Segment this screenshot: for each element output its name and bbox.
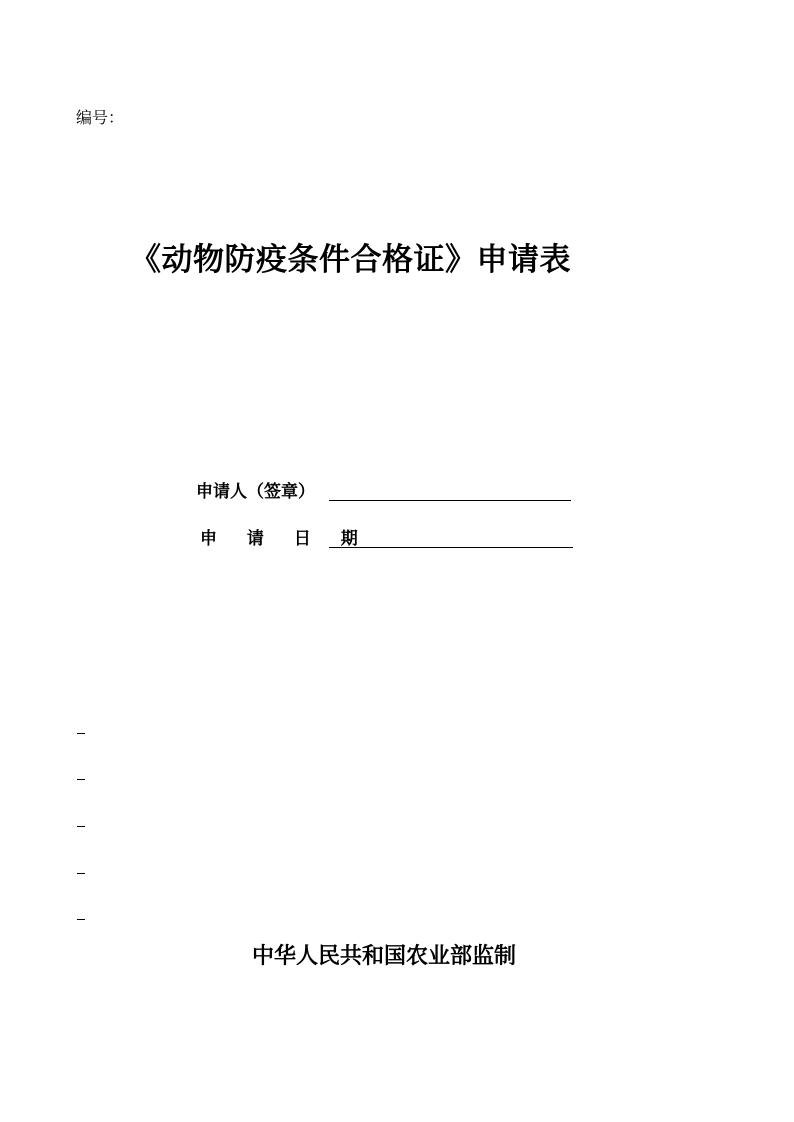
applicant-label: 申请人（签章）: [196, 482, 315, 502]
document-number-label: 编号：: [76, 108, 125, 127]
issuer-footer: 中华人民共和国农业部监制: [252, 944, 517, 969]
applicant-signature-line[interactable]: [329, 500, 571, 501]
application-date-line[interactable]: [329, 547, 573, 548]
margin-dash: [77, 826, 85, 827]
applicant-signature-field: [196, 480, 576, 506]
date-label: 申 请 日 期: [200, 529, 370, 549]
margin-dash: [77, 779, 85, 780]
application-date-field: [196, 527, 576, 553]
margin-dash: [77, 873, 85, 874]
margin-dash: [77, 919, 85, 920]
margin-dash: [77, 733, 85, 734]
document-title: 《动物防疫条件合格证》申请表: [130, 242, 571, 278]
